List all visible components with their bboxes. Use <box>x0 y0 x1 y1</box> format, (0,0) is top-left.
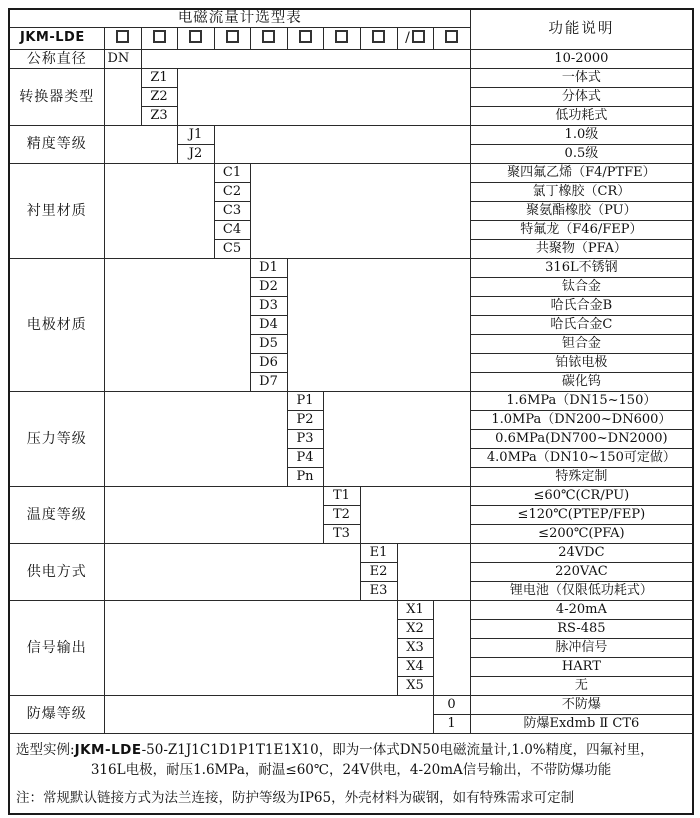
group-label-lining-material: 衬里材质 <box>9 164 104 259</box>
code-cell-z2: Z2 <box>141 88 177 107</box>
checkbox-icon <box>189 30 202 43</box>
checkbox-cell-j[interactable] <box>177 28 214 50</box>
desc-c5: 共聚物（PFA） <box>470 240 693 259</box>
desc-dn: 10-2000 <box>470 50 693 69</box>
group-label-power-supply: 供电方式 <box>9 544 104 601</box>
code-cell-d4: D4 <box>250 316 287 335</box>
code-cell-ex0: 0 <box>433 696 470 715</box>
desc-c1: 聚四氟乙烯（F4/PTFE） <box>470 164 693 183</box>
code-cell-c3: C3 <box>214 202 250 221</box>
code-cell-x3: X3 <box>397 639 433 658</box>
checkbox-icon <box>335 30 348 43</box>
code-cell-t2: T2 <box>323 506 360 525</box>
spacer <box>250 164 470 259</box>
desc-ex1: 防爆Exdmb Ⅱ CT6 <box>470 715 693 734</box>
checkbox-icon <box>445 30 458 43</box>
spacer <box>104 69 141 126</box>
code-cell-p3: P3 <box>287 430 323 449</box>
checkbox-icon <box>153 30 166 43</box>
table-title: 电磁流量计选型表 <box>9 9 470 28</box>
spacer <box>104 601 397 696</box>
checkbox-icon <box>226 30 239 43</box>
spacer <box>104 392 287 487</box>
checkbox-cell-d[interactable] <box>250 28 287 50</box>
desc-z3: 低功耗式 <box>470 107 693 126</box>
desc-pn: 特殊定制 <box>470 468 693 487</box>
group-label-accuracy-class: 精度等级 <box>9 126 104 164</box>
spacer <box>433 601 470 696</box>
desc-d1: 316L不锈钢 <box>470 259 693 278</box>
checkbox-icon <box>262 30 275 43</box>
checkbox-icon <box>299 30 312 43</box>
checkbox-cell-z[interactable] <box>141 28 177 50</box>
code-cell-p4: P4 <box>287 449 323 468</box>
code-cell-x4: X4 <box>397 658 433 677</box>
desc-t1: ≤60℃(CR/PU) <box>470 487 693 506</box>
code-cell-x5: X5 <box>397 677 433 696</box>
spacer <box>397 544 470 601</box>
desc-d2: 钛合金 <box>470 278 693 297</box>
spacer <box>141 50 470 69</box>
code-cell-d2: D2 <box>250 278 287 297</box>
spacer <box>214 126 470 164</box>
desc-x5: 无 <box>470 677 693 696</box>
desc-e1: 24VDC <box>470 544 693 563</box>
code-cell-p1: P1 <box>287 392 323 411</box>
code-cell-pn: Pn <box>287 468 323 487</box>
desc-d6: 铂铱电极 <box>470 354 693 373</box>
spacer <box>104 696 433 734</box>
checkbox-cell-t[interactable] <box>323 28 360 50</box>
spacer <box>104 259 250 392</box>
code-cell-x1: X1 <box>397 601 433 620</box>
desc-t2: ≤120℃(PTEP/FEP) <box>470 506 693 525</box>
desc-e3: 锂电池（仅限低功耗式） <box>470 582 693 601</box>
checkbox-cell-ex[interactable] <box>433 28 470 50</box>
code-cell-d6: D6 <box>250 354 287 373</box>
spacer <box>177 69 470 126</box>
code-cell-z3: Z3 <box>141 107 177 126</box>
code-cell-c2: C2 <box>214 183 250 202</box>
spacer <box>104 544 360 601</box>
desc-d3: 哈氏合金B <box>470 297 693 316</box>
code-cell-t1: T1 <box>323 487 360 506</box>
code-cell-j2: J2 <box>177 145 214 164</box>
group-label-temperature-rating: 温度等级 <box>9 487 104 544</box>
desc-t3: ≤200℃(PFA) <box>470 525 693 544</box>
checkbox-icon <box>412 30 425 43</box>
group-label-signal-output: 信号输出 <box>9 601 104 696</box>
selection-table <box>8 8 694 815</box>
group-label-electrode-material: 电极材质 <box>9 259 104 392</box>
code-cell-t3: T3 <box>323 525 360 544</box>
desc-ex0: 不防爆 <box>470 696 693 715</box>
code-cell-ex1: 1 <box>433 715 470 734</box>
code-cell-z1: Z1 <box>141 69 177 88</box>
code-cell-p2: P2 <box>287 411 323 430</box>
code-cell-e2: E2 <box>360 563 397 582</box>
desc-e2: 220VAC <box>470 563 693 582</box>
spacer <box>104 164 214 259</box>
spacer <box>287 259 470 392</box>
function-column-header: 功能说明 <box>470 9 693 50</box>
checkbox-icon <box>116 30 129 43</box>
desc-p3: 0.6MPa(DN700~DN2000) <box>470 430 693 449</box>
desc-d7: 碳化钨 <box>470 373 693 392</box>
desc-c2: 氯丁橡胶（CR） <box>470 183 693 202</box>
desc-p1: 1.6MPa（DN15~150） <box>470 392 693 411</box>
group-label-nominal-diameter: 公称直径 <box>9 50 104 69</box>
code-cell-c4: C4 <box>214 221 250 240</box>
note-line: 注：常规默认链接方式为法兰连接，防护等级为IP65，外壳材料为碳钢，如有特殊需求可定制 <box>16 789 575 806</box>
code-cell-d5: D5 <box>250 335 287 354</box>
desc-j2: 0.5级 <box>470 145 693 164</box>
checkbox-cell-e[interactable] <box>360 28 397 50</box>
desc-z2: 分体式 <box>470 88 693 107</box>
code-cell-d1: D1 <box>250 259 287 278</box>
slash-separator: / <box>405 30 410 47</box>
code-cell-x2: X2 <box>397 620 433 639</box>
desc-x4: HART <box>470 658 693 677</box>
footer-block <box>9 734 693 814</box>
spacer <box>360 487 470 544</box>
desc-x1: 4-20mA <box>470 601 693 620</box>
desc-c4: 特氟龙（F46/FEP） <box>470 221 693 240</box>
checkbox-cell-c[interactable] <box>214 28 250 50</box>
checkbox-cell-dn[interactable] <box>104 28 141 50</box>
example-prefix: 选型实例: <box>16 742 75 758</box>
group-label-converter-type: 转换器类型 <box>9 69 104 126</box>
desc-j1: 1.0级 <box>470 126 693 145</box>
desc-z1: 一体式 <box>470 69 693 88</box>
code-cell-j1: J1 <box>177 126 214 145</box>
spacer <box>104 487 323 544</box>
checkbox-cell-x[interactable] <box>397 28 433 50</box>
group-label-pressure-rating: 压力等级 <box>9 392 104 487</box>
desc-d5: 钽合金 <box>470 335 693 354</box>
desc-c3: 聚氨酯橡胶（PU） <box>470 202 693 221</box>
desc-x2: RS-485 <box>470 620 693 639</box>
selection-example-line1 <box>14 740 688 760</box>
example-rest: -50-Z1J1C1D1P1T1E1X10，即为一体式DN50电磁流量计,1.0%精度，四氟衬里， <box>141 742 654 758</box>
checkbox-icon <box>372 30 385 43</box>
code-cell-d7: D7 <box>250 373 287 392</box>
example-model-code: JKM-LDE <box>74 742 142 758</box>
spacer <box>104 126 177 164</box>
model-prefix: JKM-LDE <box>9 28 104 50</box>
code-cell-d3: D3 <box>250 297 287 316</box>
desc-x3: 脉冲信号 <box>470 639 693 658</box>
group-label-explosion-proof: 防爆等级 <box>9 696 104 734</box>
desc-d4: 哈氏合金C <box>470 316 693 335</box>
spacer <box>323 392 470 487</box>
code-cell-c5: C5 <box>214 240 250 259</box>
code-cell-e3: E3 <box>360 582 397 601</box>
code-cell-e1: E1 <box>360 544 397 563</box>
selection-example-line2: 316L电极，耐压1.6MPa，耐温≤60℃，24V供电，4-20mA信号输出，不带防爆功能 <box>90 762 612 779</box>
desc-p2: 1.0MPa（DN200~DN600） <box>470 411 693 430</box>
checkbox-cell-p[interactable] <box>287 28 323 50</box>
desc-p4: 4.0MPa（DN10~150可定做） <box>470 449 693 468</box>
code-cell-dn: DN <box>104 50 141 69</box>
code-cell-c1: C1 <box>214 164 250 183</box>
